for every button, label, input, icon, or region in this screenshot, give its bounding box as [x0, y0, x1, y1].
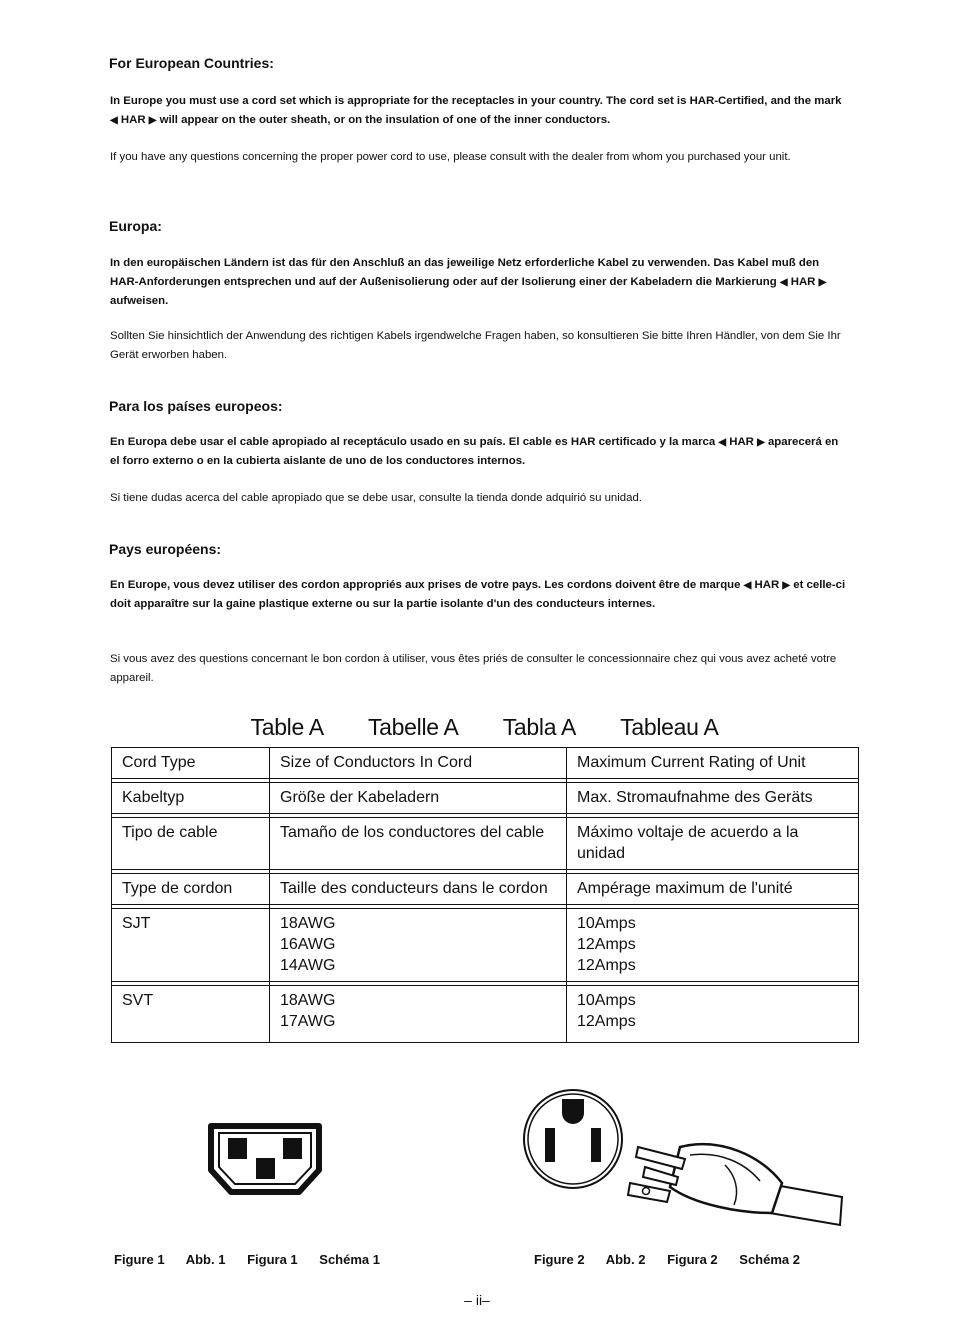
size-value: 18AWG — [280, 915, 336, 932]
har-left-triangle-icon: ◀ — [779, 277, 788, 288]
table-title-es: Tabla A — [502, 714, 577, 740]
amps-value: 12Amps — [577, 957, 636, 974]
paragraph-en: If you have any questions concerning the proper power cord to use, please consult with the dealer from whom you purchased your unit. — [110, 151, 791, 163]
figure-2-caption — [534, 1252, 818, 1267]
caption-text: Figure 1 — [114, 1252, 165, 1267]
caption-text: Figura 1 — [247, 1252, 298, 1267]
paragraph-fr-bold — [110, 576, 850, 614]
iec-connector-icon — [205, 1120, 325, 1198]
table-cell: Tipo de cable — [112, 818, 270, 870]
size-value: 17AWG — [280, 1013, 336, 1030]
table-cell: SJT — [112, 909, 270, 982]
amps-value: 12Amps — [577, 1013, 636, 1030]
table-cell: Tamaño de los conductores del cable — [270, 818, 567, 870]
size-value: 18AWG — [280, 992, 336, 1009]
har-right-triangle-icon: ▶ — [757, 437, 765, 448]
text: En Europe, vous devez utiliser des cordon appropriés aux prises de votre pays. Les cordons doivent être de marque — [110, 579, 741, 591]
table-row — [112, 818, 859, 870]
table-cell: Kabeltyp — [112, 783, 270, 814]
caption-text: Schéma 1 — [319, 1252, 380, 1267]
paragraph-fr: Si vous avez des questions concernant le bon cordon à utiliser, vous êtes priés de consulter le concessionnaire chez qui vous avez acheté votre appareil. — [110, 653, 837, 684]
table-cell — [567, 986, 859, 1043]
table-cell: Cord Type — [112, 748, 270, 779]
text: aparecerá en el forro externo o en la cubierta aislante de uno de los conductores internos. — [110, 436, 839, 467]
paragraph-de: Sollten Sie hinsichtlich der Anwendung des richtigen Kabels irgendwelche Fragen haben, so konsultieren Sie bitte Ihren Händler, von dem Sie Ihr Gerät erworben haben. — [110, 330, 841, 361]
text: aufweisen. — [110, 295, 169, 307]
text: In den europäischen Ländern ist das für den Anschluß an das jeweilige Netz erforderliche Kabel zu verwenden. Das Kabel muß den HAR-Anforderungen entsprechen und auf der Außenisolierung oder auf der Isolierung einer der Kabeladern die Markierung — [110, 257, 820, 288]
paragraph-en-bold — [110, 92, 850, 130]
amps-value: 12Amps — [577, 936, 636, 953]
table-cell: Max. Stromaufnahme des Geräts — [567, 783, 859, 814]
table-title-de: Tabelle A — [367, 714, 459, 740]
har-right-triangle-icon: ▶ — [782, 580, 791, 591]
paragraph-de-bold — [110, 254, 850, 311]
table-cell — [270, 986, 567, 1043]
table-cell: Máximo voltaje de acuerdo a la unidad — [567, 818, 859, 870]
text: will appear on the outer sheath, or on the insulation of one of the inner conductors. — [159, 114, 611, 126]
caption-text: Schéma 2 — [739, 1252, 800, 1267]
table-cell: Type de cordon — [112, 874, 270, 905]
nema-plug-icon — [520, 1085, 845, 1235]
table-cell: SVT — [112, 986, 270, 1043]
table-cell: Größe der Kabeladern — [270, 783, 567, 814]
table-cell: Taille des conducteurs dans le cordon — [270, 874, 567, 905]
caption-text: Abb. 2 — [605, 1252, 646, 1267]
heading-de: Europa: — [109, 218, 162, 234]
caption-text: Abb. 1 — [185, 1252, 226, 1267]
size-value: 14AWG — [280, 957, 336, 974]
heading-fr: Pays européens: — [109, 541, 222, 557]
table-row-sjt — [112, 909, 859, 982]
har-right-triangle-icon: ▶ — [148, 115, 157, 126]
har-mark: HAR — [120, 114, 146, 126]
figure-1-caption — [114, 1252, 398, 1267]
heading-en: For European Countries: — [109, 55, 274, 71]
amps-value: 10Amps — [577, 915, 636, 932]
page-number: – ii– — [464, 1292, 490, 1308]
heading-es: Para los países europeos: — [109, 398, 283, 414]
paragraph-es-bold — [110, 433, 850, 471]
table-cell — [270, 909, 567, 982]
table-cell: Maximum Current Rating of Unit — [567, 748, 859, 779]
text: In Europe you must use a cord set which is appropriate for the receptacles in your country. The cord set is HAR-Certified, and the mark — [110, 95, 842, 107]
har-left-triangle-icon: ◀ — [110, 115, 118, 126]
table-cell: Size of Conductors In Cord — [270, 748, 567, 779]
table-row — [112, 748, 859, 779]
table-row — [112, 874, 859, 905]
har-mark: HAR — [754, 579, 780, 591]
table-row — [112, 783, 859, 814]
har-right-triangle-icon: ▶ — [818, 277, 827, 288]
table-cell — [567, 909, 859, 982]
table-row-svt — [112, 986, 859, 1043]
size-value: 16AWG — [280, 936, 336, 953]
cord-table — [111, 747, 859, 1043]
har-mark: HAR — [729, 436, 754, 448]
table-cell: Ampérage maximum de l'unité — [567, 874, 859, 905]
har-mark: HAR — [790, 276, 816, 288]
table-title-en: Table A — [250, 714, 324, 740]
text: En Europa debe usar el cable apropiado al receptáculo usado en su país. El cable es HAR certificado y la marca — [110, 436, 716, 448]
har-left-triangle-icon: ◀ — [718, 437, 727, 448]
har-left-triangle-icon: ◀ — [743, 580, 752, 591]
caption-text: Figure 2 — [534, 1252, 585, 1267]
paragraph-es: Si tiene dudas acerca del cable apropiado que se debe usar, consulte la tienda donde adquirió su unidad. — [110, 492, 642, 504]
caption-text: Figura 2 — [667, 1252, 718, 1267]
table-title — [111, 714, 858, 741]
text: et celle-ci doit apparaître sur la gaine plastique externe ou sur la partie isolante d'un des conducteurs internes. — [110, 579, 846, 610]
amps-value: 10Amps — [577, 992, 636, 1009]
table-title-fr: Tableau A — [620, 714, 719, 740]
